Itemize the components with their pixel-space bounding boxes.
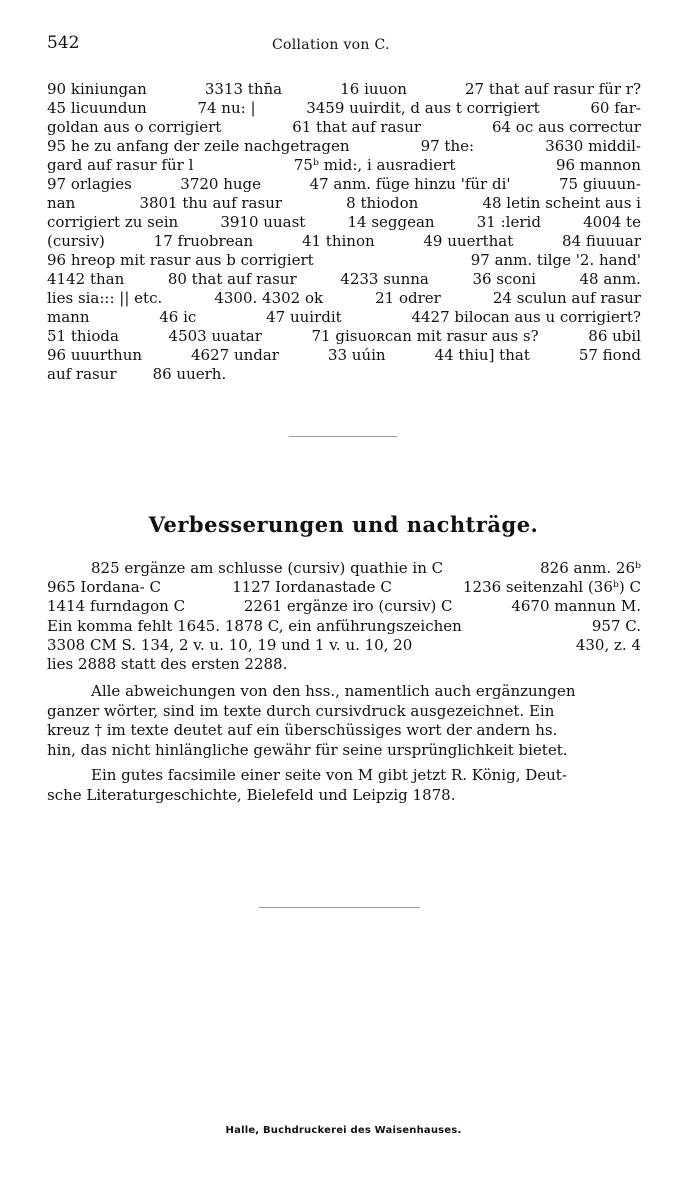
section-divider: [289, 436, 397, 437]
collation-entry: 75 giuuun-: [559, 175, 641, 193]
collation-entry: 45 licuundun: [47, 99, 147, 117]
correction-line: [47, 559, 641, 578]
collation-entry: nan: [47, 194, 76, 212]
collation-entry: 80 that auf rasur: [167, 270, 297, 288]
collation-entry: 57 fiond: [578, 346, 641, 364]
collation-entry: 47 uuirdit: [266, 308, 342, 326]
collation-entry: 96 hreop mit rasur aus b corrigiert: [47, 251, 314, 269]
collation-entry: corrigiert zu sein: [47, 213, 179, 231]
collation-entry: 96 uuurthun: [47, 346, 143, 364]
collation-entry: 96 mannon: [555, 156, 641, 174]
end-divider: [259, 907, 420, 908]
collation-line: [47, 289, 641, 308]
collation-entry: 3910 uuast: [220, 213, 306, 231]
collation-line: [47, 365, 641, 384]
collation-entry: 97 anm. tilge '2. hand': [470, 251, 641, 269]
section-title: Verbesserungen und nachträge.: [148, 512, 539, 537]
collation-entry: 46 ic: [159, 308, 197, 326]
collation-entry: 3313 thn̄a: [204, 80, 283, 98]
collation-line: [47, 175, 641, 194]
collation-line: [47, 251, 641, 270]
note-paragraph-2: [47, 766, 641, 805]
correction-entry: 965 Iordana- C: [47, 578, 161, 597]
collation-entry: 31 :lerid: [476, 213, 541, 231]
collation-entry: 90 kiniungan: [47, 80, 147, 98]
collation-entry: 17 fruobrean: [153, 232, 254, 250]
collation-entry: 3720 huge: [180, 175, 262, 193]
collation-line: [47, 327, 641, 346]
collation-line: [47, 118, 641, 137]
collation-entry: 4004 te: [583, 213, 641, 231]
collation-line: [47, 308, 641, 327]
collation-entry: 4503 uuatar: [168, 327, 262, 345]
collation-entry: 3459 uuirdit, d aus t corrigiert: [306, 99, 540, 117]
collation-entry: 84 fiuuuar: [562, 232, 641, 250]
correction-line: [47, 597, 641, 616]
collation-entry: 4233 sunna: [340, 270, 429, 288]
page-number: 542: [47, 33, 80, 53]
collation-entry: 16 iuuon: [340, 80, 407, 98]
correction-entry: 826 anm. 26ᵇ: [540, 559, 641, 577]
collation-line: [47, 213, 641, 232]
collation-entry: 41 thinon: [301, 232, 375, 250]
collation-entry: lies sia::: || etc.: [47, 289, 163, 307]
correction-entry: 1414 furndagon C: [47, 597, 186, 616]
collation-entry: 4300. 4302 ok: [214, 289, 324, 307]
collation-line: [47, 99, 641, 118]
collation-entry: 71 gisuoʀcan mit rasur aus s?: [311, 327, 539, 345]
collation-entry: 8 thiodon: [346, 194, 419, 212]
collation-entry: 27 that auf rasur für r?: [465, 80, 641, 98]
paragraph-line: Alle abweichungen von den hss., namentlich auch ergänzungen: [91, 682, 576, 700]
collation-line: [47, 232, 641, 251]
collation-entry: 51 thioda: [47, 327, 119, 345]
correction-entry: 825 ergänze am schlusse (cursiv) quathie in C: [91, 559, 444, 577]
correction-line: [47, 578, 641, 597]
correction-entry: 4670 mannun M.: [511, 597, 641, 616]
collation-line: [47, 346, 641, 365]
correction-entry: lies 2888 statt des ersten 2288.: [47, 654, 288, 673]
collation-entry: 60 far-: [590, 99, 641, 117]
collation-entry: 14 seggean: [347, 213, 435, 231]
collation-entry: (cursiv): [47, 232, 105, 250]
collation-entry: 47 anm. füge hinzu 'für di': [309, 175, 511, 193]
collation-entry: 4142 than: [47, 270, 125, 288]
printer-imprint: Halle, Buchdruckerei des Waisenhauses.: [225, 1125, 462, 1136]
collation-entry: 95 he zu anfang der zeile nachgetragen: [47, 137, 350, 155]
paragraph-line: kreuz † im texte deutet auf ein überschüssiges wort der andern hs.: [47, 721, 558, 739]
collation-line: [47, 156, 641, 175]
collation-entry: 3630 middil-: [545, 137, 641, 155]
paragraph-line: Ein gutes facsimile einer seite von M gibt jetzt R. König, Deut-: [91, 766, 567, 784]
collation-entry: 48 anm.: [579, 270, 641, 288]
paragraph-line: ganzer wörter, sind im texte durch cursivdruck ausgezeichnet. Ein: [47, 701, 555, 720]
collation-entry: 33 uúin: [327, 346, 386, 364]
collation-line: [47, 194, 641, 213]
paragraph-line: hin, das nicht hinlängliche gewähr für seine ursprünglichkeit bietet.: [47, 740, 568, 759]
collation-entry: 74 nu: |: [197, 99, 256, 117]
collation-entry: 49 uuerthat: [423, 232, 514, 250]
correction-entry: Ein komma fehlt 1645. 1878 C, ein anführungszeichen: [47, 616, 462, 635]
collation-entry: 97 the:: [420, 137, 475, 155]
collation-entry: gard auf rasur für l: [47, 156, 194, 174]
note-paragraph-1: [47, 682, 641, 760]
collation-entry: 48 letin scheint aus i: [482, 194, 641, 212]
collation-line: [47, 80, 641, 99]
collation-entry: auf rasur: [47, 365, 117, 383]
collation-block: [47, 80, 641, 384]
correction-line: [47, 617, 641, 636]
collation-entry: 61 that auf rasur: [292, 118, 422, 136]
collation-entry: 4627 undar: [191, 346, 279, 364]
collation-entry: 86 uuerh.: [152, 365, 227, 383]
collation-entry: 21 odrer: [375, 289, 441, 307]
corrections-block: [47, 559, 641, 674]
correction-entry: 957 C.: [591, 616, 641, 635]
correction-entry: 2261 ergänze iro (cursiv) C: [243, 597, 453, 616]
correction-line: [47, 655, 641, 674]
correction-entry: 1127 Iordanastade C: [232, 578, 392, 597]
correction-entry: 430, z. 4: [575, 635, 641, 654]
collation-entry: 44 thiu] that: [434, 346, 530, 364]
collation-entry: 86 ubil: [588, 327, 641, 345]
running-head: Collation von C.: [272, 37, 390, 53]
correction-entry: 1236 seitenzahl (36ᵇ) C: [462, 578, 641, 597]
collation-entry: 3801 thu auf rasur: [139, 194, 283, 212]
collation-entry: 36 sconi: [472, 270, 536, 288]
collation-entry: mann: [47, 308, 90, 326]
collation-entry: 75ᵇ mid:, i ausradiert: [293, 156, 456, 174]
collation-entry: goldan aus o corrigiert: [47, 118, 222, 136]
correction-entry: 3308 CM S. 134, 2 v. u. 10, 19 und 1 v. u. 10, 20: [47, 635, 413, 654]
paragraph-line: sche Literaturgeschichte, Bielefeld und Leipzig 1878.: [47, 785, 456, 804]
correction-line: [47, 636, 641, 655]
collation-line: [47, 137, 641, 156]
collation-entry: 64 oc aus correctur: [491, 118, 641, 136]
collation-line: [47, 270, 641, 289]
collation-entry: 4427 bilocan aus u corrigiert?: [411, 308, 641, 326]
collation-entry: 97 orlagies: [47, 175, 132, 193]
collation-entry: 24 sculun auf rasur: [492, 289, 641, 307]
